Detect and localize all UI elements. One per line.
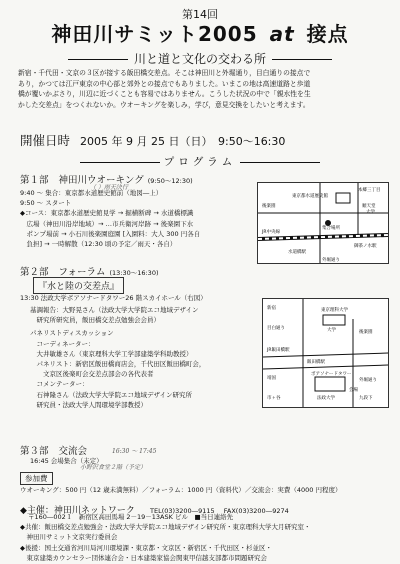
- map2-label: 会場: [349, 388, 358, 393]
- part3-line: 16:45 会場集合（未定）: [30, 457, 103, 465]
- supporters: [20, 543, 390, 563]
- part1-time: (9:50～12:30): [147, 177, 193, 185]
- map2-label: 靖国: [267, 376, 276, 381]
- datetime-value: 2005 年 9 月 25 日（日） 9:50～16:30: [80, 135, 286, 148]
- edition-label: 第14回: [182, 8, 218, 21]
- organizer-tel: TEL(03)3200―9115: [150, 507, 215, 515]
- part1-line: 広場（神田川沿岸地域）→ …市兵衛河岸跡 → 後楽園下水: [20, 219, 194, 228]
- map2-label: ボアソナードタワー: [311, 372, 352, 377]
- organizer-fax: FAX(03)3200―9274: [223, 507, 289, 515]
- map2-label: 飯田橋駅: [307, 360, 325, 365]
- map1-label: 大学: [366, 210, 375, 215]
- map2-label: 新宿: [267, 306, 276, 311]
- map1-label: 水道橋駅: [288, 250, 306, 255]
- part1-line: 負担] → 一時解散（12:30 頃の予定／雨天・各自）: [20, 240, 177, 249]
- intro-line: あり，かつては江戸東京の中心部と郊外との接点でもありました。いまこの地は高速道路と歩道: [18, 79, 311, 88]
- support-text-2: 東京建築カウンセラー団体連合会・日本建築家協会関東甲信越支部都市問題研究会: [20, 554, 267, 563]
- part3-handnote-time: 16:30 ～ 17:45: [112, 448, 157, 455]
- coorg-text-2: 神田川サミット文京実行委員会: [20, 533, 118, 542]
- subtitle-rule-right: [272, 59, 332, 60]
- map2-road-h2: [263, 365, 388, 369]
- fee-line: ウオーキング：500 円（12 歳未満無料）／フォーラム：1000 円（資料代）／交流会：実費（4000 円程度）: [20, 486, 342, 494]
- map1-building: [336, 193, 350, 203]
- intro-line: 新宿・千代田・文京の３区が接する飯田橋交差点。そこは神田川と外堀通り，目白通りの接点で: [18, 69, 311, 77]
- part3-handnote: 小野沢食堂２階（予定）: [80, 464, 147, 471]
- map2-label: 東京理科大学: [321, 308, 348, 313]
- part1-line: 9:50 ～ スタート: [20, 199, 72, 208]
- part2-line: コメンテーター：: [30, 380, 89, 389]
- map2-label: 市ヶ谷: [267, 396, 281, 401]
- subtitle: [0, 50, 400, 67]
- map2-label: 法政大学: [317, 396, 335, 401]
- support-label: ◆後援：: [20, 544, 45, 552]
- map1-label: 順天堂: [362, 204, 376, 209]
- page-title: [0, 18, 400, 47]
- part2-line: コーディネーター：: [30, 339, 95, 348]
- map2-label: 大学: [327, 328, 336, 333]
- program-heading: [0, 154, 400, 169]
- forum-theme: 『水と陸の交差点』: [33, 277, 124, 294]
- map2-road-h: [263, 353, 388, 357]
- part2-body: [30, 305, 260, 410]
- part3-heading: [20, 443, 87, 457]
- part3-title: 交流会: [58, 446, 88, 457]
- program-heading-text: プログラム: [163, 156, 237, 168]
- subtitle-text: 川と道と文化の交わる所: [133, 52, 266, 66]
- part1-line: ◆コース：東京都水道歴史館見学 → 掘横断碑 → 水道橋標識: [20, 209, 194, 218]
- part2-title: フォーラム: [58, 267, 106, 278]
- map2-label: 目白通り: [267, 326, 285, 331]
- forum-venue: 13:30 法政大学ボアソナードタワー26 階スカイホール（右図）: [20, 294, 207, 302]
- map-walking-svg: [258, 183, 388, 263]
- co-organizers: [20, 522, 390, 542]
- part1-handnote: （ ）雨天決行: [90, 184, 128, 191]
- map1-label: 集合場所: [322, 226, 340, 231]
- map1-label: 後楽園: [262, 204, 276, 209]
- program-rule-right: [240, 162, 320, 163]
- program-rule-left: [80, 162, 160, 163]
- part2-line: 基調報告：大野晃さん（法政大学大学院エコ地域デザイン: [30, 306, 199, 314]
- map1-label: 御茶ノ水駅: [354, 244, 377, 249]
- part2-line: 研究所研究員，飯田橋交差点勉強会会員）: [30, 316, 160, 325]
- title-main: 神田川サミット2005: [51, 22, 258, 46]
- part1-num: 第１部: [20, 175, 49, 186]
- coorg-label: ◆共催：: [20, 523, 45, 531]
- event-datetime: [20, 131, 285, 149]
- map2-label: 外堀通り: [359, 378, 377, 383]
- subtitle-rule-left: [68, 59, 128, 60]
- part2-line: 文京区後楽町会交差点部会の各代表者: [30, 370, 154, 379]
- intro-paragraph: [18, 68, 384, 110]
- part2-line: 石神隆さん（法政大学大学院エコ地域デザイン研究所: [30, 390, 193, 399]
- title-venue: 接点: [306, 22, 349, 46]
- map1-label: 東京都水道歴史館: [292, 194, 328, 199]
- part2-line: パネリストディスカッション: [30, 329, 114, 338]
- part2-line: 研究員・法政大学人間環境学部教授）: [30, 400, 147, 409]
- datetime-label: 開催日時: [20, 133, 71, 148]
- title-at: at: [269, 22, 295, 46]
- map2-univ-building: [323, 315, 345, 325]
- map-forum-svg: [263, 299, 388, 407]
- intro-line: かした交差点」をつくれないか。ウオーキングを楽しみ，学び，意見交換をしたいと考えます。: [18, 100, 310, 109]
- part2-line: 大井敏雄さん（東京理科大学工学部建築学科助教授）: [30, 349, 193, 358]
- map1-label: 本郷三丁目: [358, 188, 381, 193]
- organizer-label: ◆主催：神田川ネットワーク: [20, 506, 135, 516]
- map2-label: 九段下: [359, 396, 373, 401]
- part1-body: [20, 188, 255, 249]
- map1-label: JR中央線: [262, 230, 280, 235]
- part2-heading: [20, 264, 159, 278]
- part1-title: 神田川ウオーキング: [58, 175, 144, 186]
- map2-label: JR飯田橋駅: [267, 348, 290, 353]
- map-forum-venue: [262, 298, 389, 408]
- part3-num: 第３部: [20, 446, 49, 457]
- organizer-address: 〒160―002１ 新宿区高田馬場 2－19－13ASK ビル ■当日連絡先: [28, 513, 234, 521]
- fee-heading: 参加費: [20, 472, 53, 485]
- part1-line: 9:40 ～ 集合：東京都水道歴史館前（地図―上）: [20, 189, 163, 197]
- support-text: 国土交通省河川局河川環境課・東京都・文京区・新宿区・千代田区・杉並区・: [44, 544, 272, 552]
- map1-label: 外堀通り: [322, 258, 340, 263]
- intro-line: 橋が覆いかぶさり，川辺に近づくことも容易ではありません。こうした状況の中で「親水性を生: [18, 90, 311, 99]
- part1-line: ポンプ場前 → 小石川後楽園庭園 [入園料：大人 300 円各自: [20, 229, 201, 238]
- map2-label: 後楽園: [359, 330, 373, 335]
- part2-num: 第２部: [20, 267, 49, 278]
- part2-line: パネリスト：新宿区飯田橋商店会，千代田区飯田橋町会，: [30, 360, 206, 369]
- map2-venue-building: [315, 377, 345, 391]
- coorg-text: 飯田橋交差点勉強会・法政大学大学院エコ地域デザイン研究所・東京理科大学大月研究室・: [44, 523, 311, 531]
- part2-time: (13:30～16:30): [109, 269, 159, 277]
- map-walking-meeting-point: [257, 182, 389, 264]
